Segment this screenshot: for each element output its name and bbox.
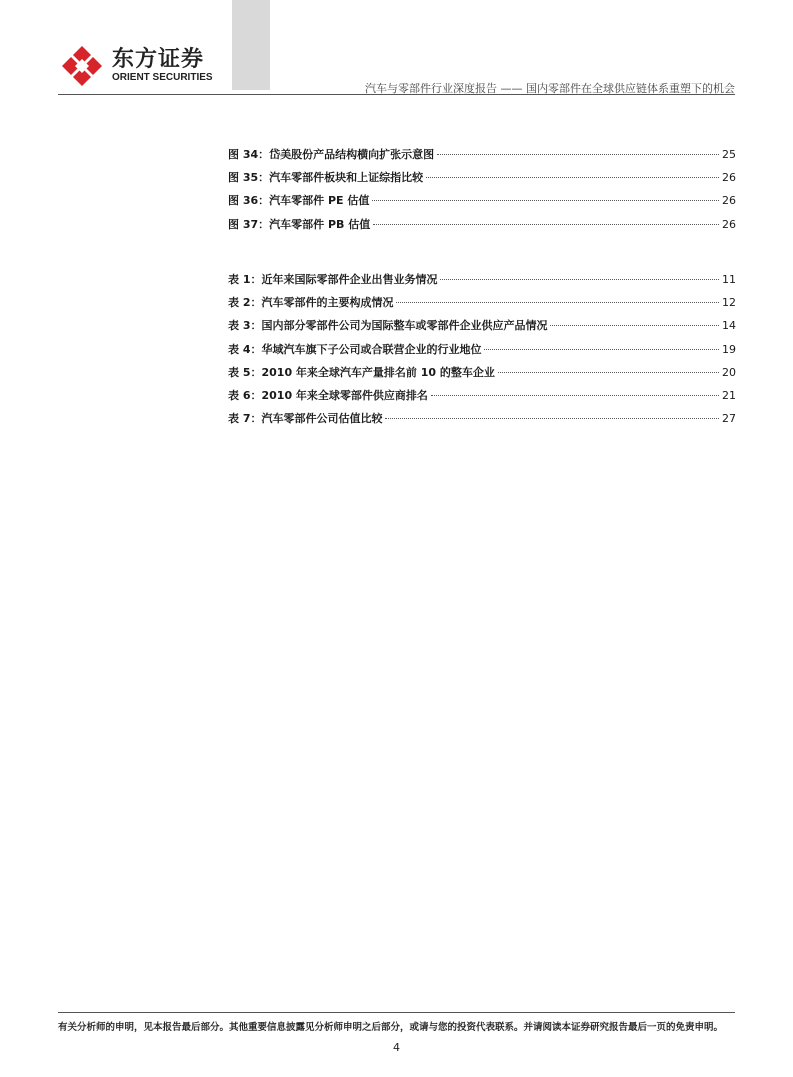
dot-leader [396,302,719,303]
toc-entry-label: 表 2：汽车零部件的主要构成情况 [228,296,394,310]
toc-entry-figure-35[interactable] [228,169,736,192]
toc-entry-page: 26 [722,217,736,231]
dot-leader [498,372,719,373]
toc-entry-table-1[interactable] [228,271,736,294]
toc-entry-page: 27 [722,412,736,426]
logo-english-text: ORIENT SECURITIES [112,72,213,83]
toc-entry-table-3[interactable] [228,317,736,340]
dot-leader [550,325,719,326]
toc-entry-label: 表 1：近年来国际零部件企业出售业务情况 [228,273,438,286]
toc-entry-figure-36[interactable] [228,192,736,215]
dot-leader [372,200,719,201]
toc-entry-label: 图 34：岱美股份产品结构横向扩张示意图 [228,148,435,161]
toc-entry-label: 表 6：2010 年来全球零部件供应商排名 [228,388,428,402]
toc-entry-figure-34[interactable] [228,146,736,169]
dot-leader [437,154,719,155]
dot-leader [373,224,719,225]
header-gray-band [232,0,270,90]
dot-leader [431,395,719,396]
figure-list [228,146,736,239]
toc-entry-label: 图 35：汽车零部件板块和上证综指比较 [228,171,424,185]
toc-entry-label: 图 36：汽车零部件 PE 估值 [228,194,370,208]
toc-entry-page: 20 [722,365,736,379]
toc-entry-page: 26 [722,194,736,208]
toc-entry-page: 21 [722,388,736,402]
dot-leader [426,177,719,178]
toc-entry-page: 12 [722,296,736,310]
toc-entry-page: 26 [722,171,736,185]
dot-leader [484,349,719,350]
logo-chinese-text: 东方证券 [112,47,205,72]
toc-entry-label: 表 4：华域汽车旗下子公司或合联营企业的行业地位 [228,342,482,356]
toc-entry-page: 19 [722,342,736,356]
toc-entry-label: 表 7：汽车零部件公司估值比较 [228,412,383,426]
footer-divider [58,1012,735,1013]
page-number: 4 [393,1041,400,1054]
company-logo [60,42,220,90]
report-header-title: 汽车与零部件行业深度报告 —— 国内零部件在全球供应链体系重塑下的机会 [365,82,735,95]
toc-entry-page: 25 [722,148,736,161]
toc-entry-table-7[interactable] [228,410,736,433]
toc-entry-figure-37[interactable] [228,216,736,239]
toc-entry-label: 图 37：汽车零部件 PB 估值 [228,217,371,231]
logo-mark-icon [60,44,104,88]
toc-entry-page: 11 [722,273,736,286]
table-list [228,271,736,433]
toc-entry-table-4[interactable] [228,341,736,364]
toc-entry-table-5[interactable] [228,364,736,387]
toc-entry-label: 表 3：国内部分零部件公司为国际整车或零部件企业供应产品情况 [228,319,548,333]
dot-leader [385,418,719,419]
dot-leader [440,279,719,280]
footer-disclaimer: 有关分析师的申明，见本报告最后部分。其他重要信息披露见分析师申明之后部分，或请与您的投资代表联系。并请阅读本证券研究报告最后一页的免责申明。 [58,1022,724,1033]
toc-entry-table-6[interactable] [228,387,736,410]
toc-entry-table-2[interactable] [228,294,736,317]
toc-entry-label: 表 5：2010 年来全球汽车产量排名前 10 的整车企业 [228,365,495,379]
toc-entry-page: 14 [722,319,736,333]
header-divider [58,94,735,95]
